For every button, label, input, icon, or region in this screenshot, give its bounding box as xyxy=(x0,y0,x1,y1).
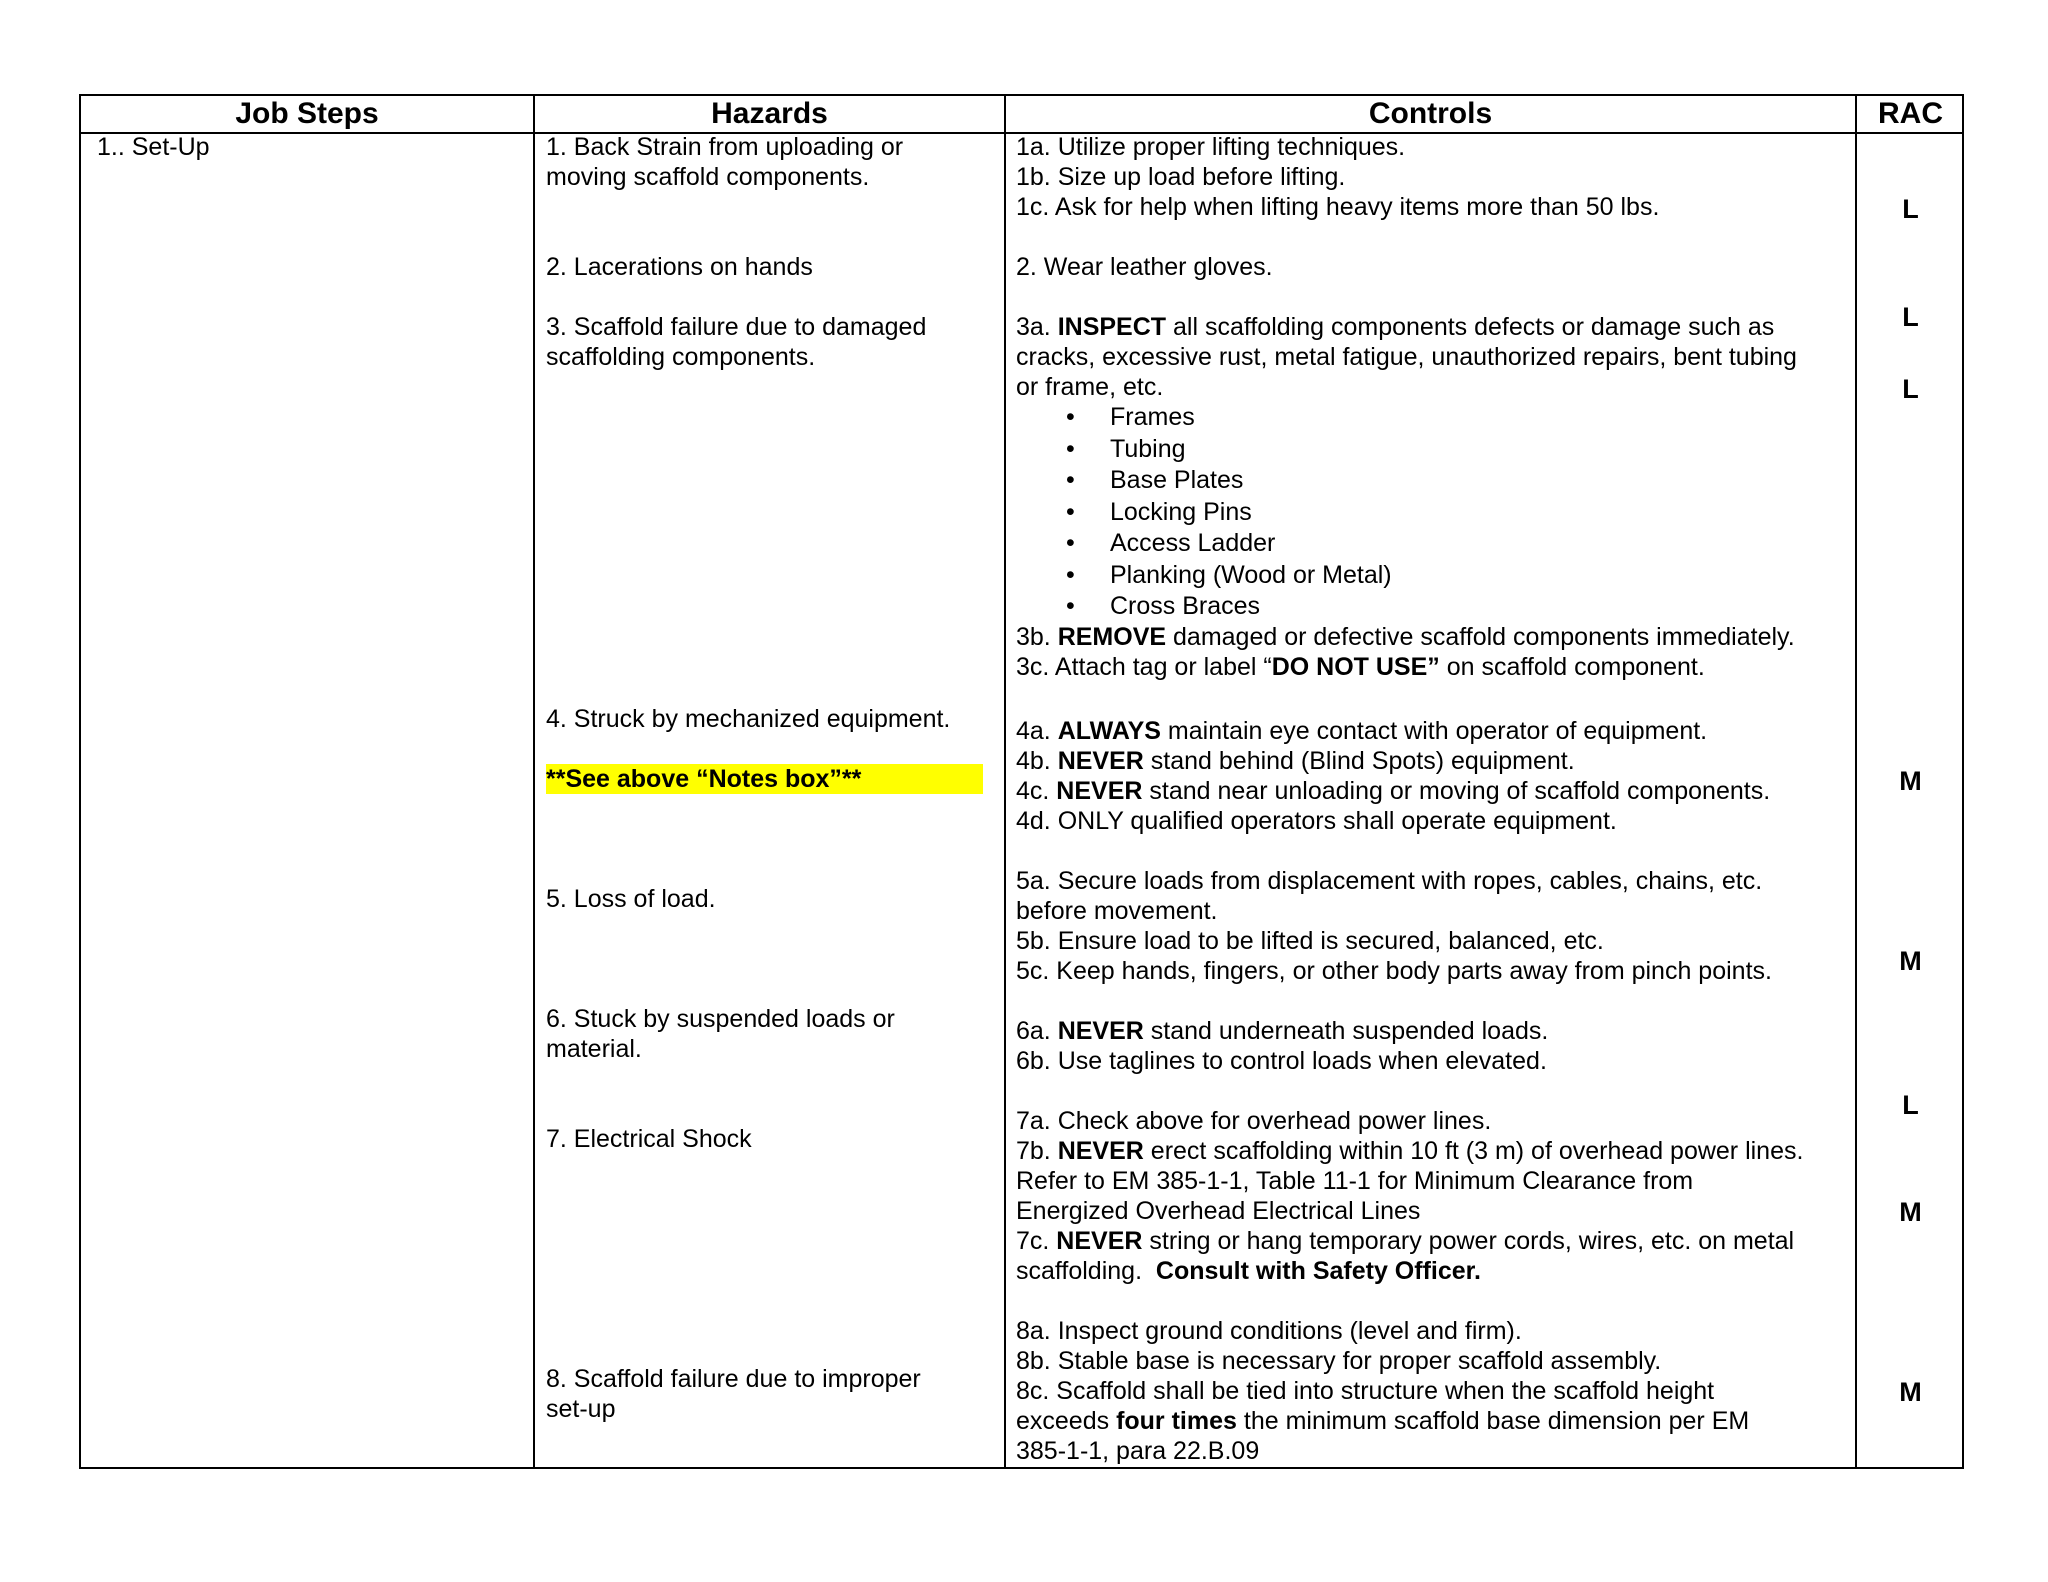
rac-value: M xyxy=(1899,766,1922,796)
header-controls: Controls xyxy=(1368,97,1493,130)
bullet-dot: • xyxy=(1066,434,1075,463)
column-divider xyxy=(533,96,535,1467)
header-rac: RAC xyxy=(1878,97,1943,130)
header-job-steps: Job Steps xyxy=(235,97,379,130)
bullet-item: • Tubing xyxy=(1110,434,1186,466)
control-3a-line-1: 3a. INSPECT all scaffolding components defects or damage such as xyxy=(1016,313,1775,341)
hazard-3-line-1: 3. Scaffold failure due to damaged xyxy=(546,313,927,341)
control-4b: 4b. NEVER stand behind (Blind Spots) equipment. xyxy=(1016,747,1575,775)
bullet-item: • Base Plates xyxy=(1110,465,1243,497)
rac-value: L xyxy=(1902,1090,1919,1120)
control-6a: 6a. NEVER stand underneath suspended loads. xyxy=(1016,1017,1549,1045)
bullet-dot: • xyxy=(1066,560,1075,589)
rac-value: M xyxy=(1899,946,1922,976)
hazard-4: 4. Struck by mechanized equipment. xyxy=(546,705,951,733)
control-8c-line-3: 385-1-1, para 22.B.09 xyxy=(1016,1437,1260,1465)
rac-value: M xyxy=(1899,1377,1922,1407)
control-7b-line-3: Energized Overhead Electrical Lines xyxy=(1016,1197,1421,1225)
control-5c: 5c. Keep hands, fingers, or other body parts away from pinch points. xyxy=(1016,957,1772,985)
control-8a: 8a. Inspect ground conditions (level and firm). xyxy=(1016,1317,1522,1345)
hazard-6-line-1: 6. Stuck by suspended loads or xyxy=(546,1005,895,1033)
bullet-item: • Frames xyxy=(1110,402,1195,434)
control-7c-line-2: scaffolding. Consult with Safety Officer. xyxy=(1016,1257,1481,1285)
control-4a: 4a. ALWAYS maintain eye contact with operator of equipment. xyxy=(1016,717,1708,745)
control-7b-line-1: 7b. NEVER erect scaffolding within 10 ft (3 m) of overhead power lines. xyxy=(1016,1137,1804,1165)
rac-value: L xyxy=(1902,302,1919,332)
hazard-5: 5. Loss of load. xyxy=(546,885,716,913)
control-3a-line-3: or frame, etc. xyxy=(1016,373,1164,401)
bullet-item: • Planking (Wood or Metal) xyxy=(1110,560,1392,592)
bullet-dot: • xyxy=(1066,466,1075,494)
rac-value: L xyxy=(1902,194,1919,224)
hazard-1-line-1: 1. Back Strain from uploading or xyxy=(546,133,904,161)
control-1a: 1a. Utilize proper lifting techniques. xyxy=(1016,133,1406,161)
highlighted-note: **See above “Notes box”** xyxy=(546,764,983,794)
control-8c-line-1: 8c. Scaffold shall be tied into structure when the scaffold height xyxy=(1016,1377,1715,1405)
rac-value: M xyxy=(1899,1197,1922,1227)
hazard-2: 2. Lacerations on hands xyxy=(546,253,813,281)
header-hazards: Hazards xyxy=(711,97,828,130)
rac-value: L xyxy=(1902,374,1919,404)
control-4c: 4c. NEVER stand near unloading or moving of scaffold components. xyxy=(1016,777,1771,805)
column-divider xyxy=(1004,96,1006,1467)
jha-table xyxy=(79,94,1964,1469)
control-2: 2. Wear leather gloves. xyxy=(1016,253,1273,281)
hazard-6-line-2: material. xyxy=(546,1035,642,1063)
bullet-item: • Cross Braces xyxy=(1110,591,1260,623)
control-8b: 8b. Stable base is necessary for proper scaffold assembly. xyxy=(1016,1347,1662,1375)
control-3a-line-2: cracks, excessive rust, metal fatigue, unauthorized repairs, bent tubing xyxy=(1016,343,1797,371)
control-7c-line-1: 7c. NEVER string or hang temporary power cords, wires, etc. on metal xyxy=(1016,1227,1795,1255)
hazard-3-line-2: scaffolding components. xyxy=(546,343,816,371)
control-1c: 1c. Ask for help when lifting heavy items more than 50 lbs. xyxy=(1016,193,1660,221)
control-5a-line-1: 5a. Secure loads from displacement with ropes, cables, chains, etc. xyxy=(1016,867,1763,895)
notes-box-callout xyxy=(546,764,983,794)
bullet-dot: • xyxy=(1066,592,1075,620)
hazard-8-line-2: set-up xyxy=(546,1395,616,1423)
hazard-1-line-2: moving scaffold components. xyxy=(546,163,870,191)
control-6b: 6b. Use taglines to control loads when elevated. xyxy=(1016,1047,1547,1075)
control-3c: 3c. Attach tag or label “DO NOT USE” on scaffold component. xyxy=(1016,653,1705,681)
bullet-dot: • xyxy=(1066,497,1075,526)
control-1b: 1b. Size up load before lifting. xyxy=(1016,163,1346,191)
control-7a: 7a. Check above for overhead power lines. xyxy=(1016,1107,1492,1135)
control-5a-line-2: before movement. xyxy=(1016,897,1218,925)
bullet-dot: • xyxy=(1066,403,1075,431)
control-7b-line-2: Refer to EM 385-1-1, Table 11-1 for Minimum Clearance from xyxy=(1016,1167,1694,1195)
bullet-item: • Locking Pins xyxy=(1110,497,1252,529)
control-3b: 3b. REMOVE damaged or defective scaffold components immediately. xyxy=(1016,623,1795,651)
job-step-label: 1.. Set-Up xyxy=(97,133,210,161)
bullet-item: • Access Ladder xyxy=(1110,528,1275,560)
hazard-7: 7. Electrical Shock xyxy=(546,1125,752,1153)
control-4d: 4d. ONLY qualified operators shall operate equipment. xyxy=(1016,807,1617,835)
control-8c-line-2: exceeds four times the minimum scaffold base dimension per EM xyxy=(1016,1407,1750,1435)
control-5b: 5b. Ensure load to be lifted is secured, balanced, etc. xyxy=(1016,927,1604,955)
hazard-8-line-1: 8. Scaffold failure due to improper xyxy=(546,1365,921,1393)
bullet-dot: • xyxy=(1066,529,1075,557)
